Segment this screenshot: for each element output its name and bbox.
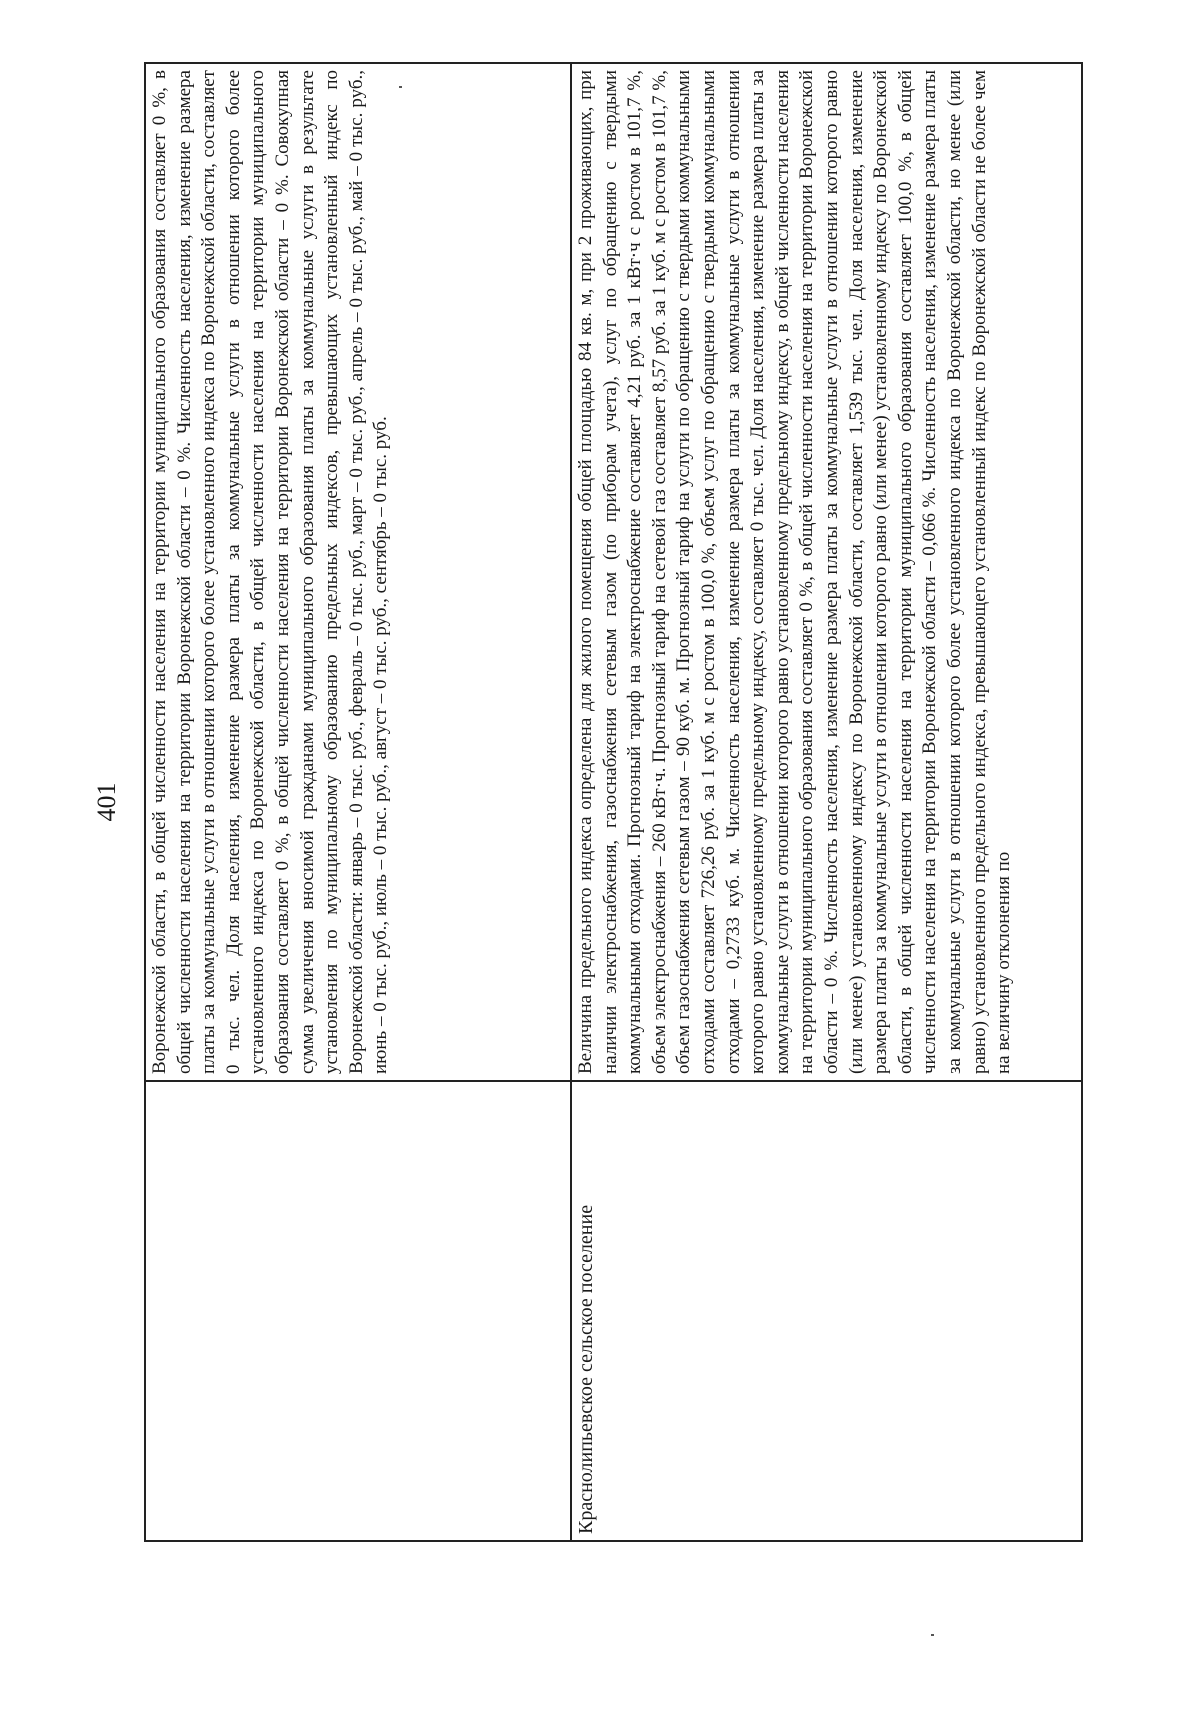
description-cell: [145, 63, 571, 1081]
rotated-page: [92, 62, 1082, 1542]
scan-speck: [931, 1634, 934, 1636]
description-text: Воронежской области, в общей численности населения на территории муниципального образования составляет 0 %, в общей численности населения на территории Воронежской области – 0 %. Численность населения, изменение размера платы за коммунальные услуги в отношении которого более установленного индекса по Воронежской области, составляет 0 тыс. чел. Доля населения, изменение размера платы за коммунальные услуги в отношении которого более установленного индекса по Воронежской области, в общей численности населения на территории муниципального образования составляет 0 %, в общей численности населения на территории Воронежской области – 0 %. Совокупная сумма увеличения вносимой гражданами муниципального образования платы за коммунальные услуги в результате установления по муниципальному образованию предельных индексов, превышающих установленный индекс по Воронежской области: январь – 0 тыс. руб., февраль – 0 тыс. руб., март – 0 тыс. руб., апрель – 0 тыс. руб., май – 0 тыс. руб., июнь – 0 тыс. руб., июль – 0 тыс. руб., август – 0 тыс. руб., сентябрь – 0 тыс. руб.: [149, 70, 392, 1074]
table-row: [571, 63, 1082, 1541]
page-number: 401: [92, 782, 121, 822]
scan-speck: [399, 86, 402, 88]
description-text: Величина предельного индекса определена для жилого помещения общей площадью 84 кв. м, при 2 проживающих, при наличии электроснабжения, газоснабжения сетевым газом (по приборам учета), услуг по обращению с твердыми коммунальными отходами. Прогнозный тариф на электроснабжение составляет 4,21 руб. за 1 кВт·ч с ростом в 101,7 %, объем электроснабжения – 260 кВт·ч. Прогнозный тариф на сетевой газ составляет 8,57 руб. за 1 куб. м с ростом в 101,7 %, объем газоснабжения сетевым газом – 90 куб. м. Прогнозный тариф на услуги по обращению с твердыми коммунальными отходами составляет 726,26 руб. за 1 куб. м с ростом в 100,0 %, объем услуг по обращению с твердыми коммунальными отходами – 0,2733 куб. м. Численность населения, изменение размера платы за коммунальные услуги в отношении которого равно установленному предельному индексу, составляет 0 тыс. чел. Доля населения, изменение размера платы за коммунальные услуги в отношении которого равно установленному предельному индексу, в общей численности населения на территории муниципального образования составляет 0 %, в общей численности населения на территории Воронежской области – 0 %. Численность населения, изменение размера платы за коммунальные услуги в отношении которого равно (или менее) установленному индексу по Воронежской области, составляет 1,539 тыс. чел. Доля населения, изменение размера платы за коммунальные услуги в отношении которого равно (или менее) установленному индексу по Воронежской области, в общей численности населения на территории муниципального образования составляет 100,0 %, в общей численности населения на территории Воронежской области – 0,066 %. Численность населения, изменение размера платы за коммунальные услуги в отношении которого более установленного индекса по Воронежской области, но менее (или равно) установленного предельного индекса, превышающего установленный индекс по Воронежской области не более чем на величину отклонения по: [575, 70, 1015, 1074]
municipality-name-cell: [571, 1081, 1082, 1541]
document-table: [144, 62, 1083, 1542]
description-cell: [571, 63, 1082, 1081]
municipality-name-cell: [145, 1081, 571, 1541]
table-row: [145, 63, 571, 1541]
municipality-name: Краснолипьевское сельское поселение: [575, 1204, 597, 1534]
municipality-name: [148, 1088, 568, 1534]
